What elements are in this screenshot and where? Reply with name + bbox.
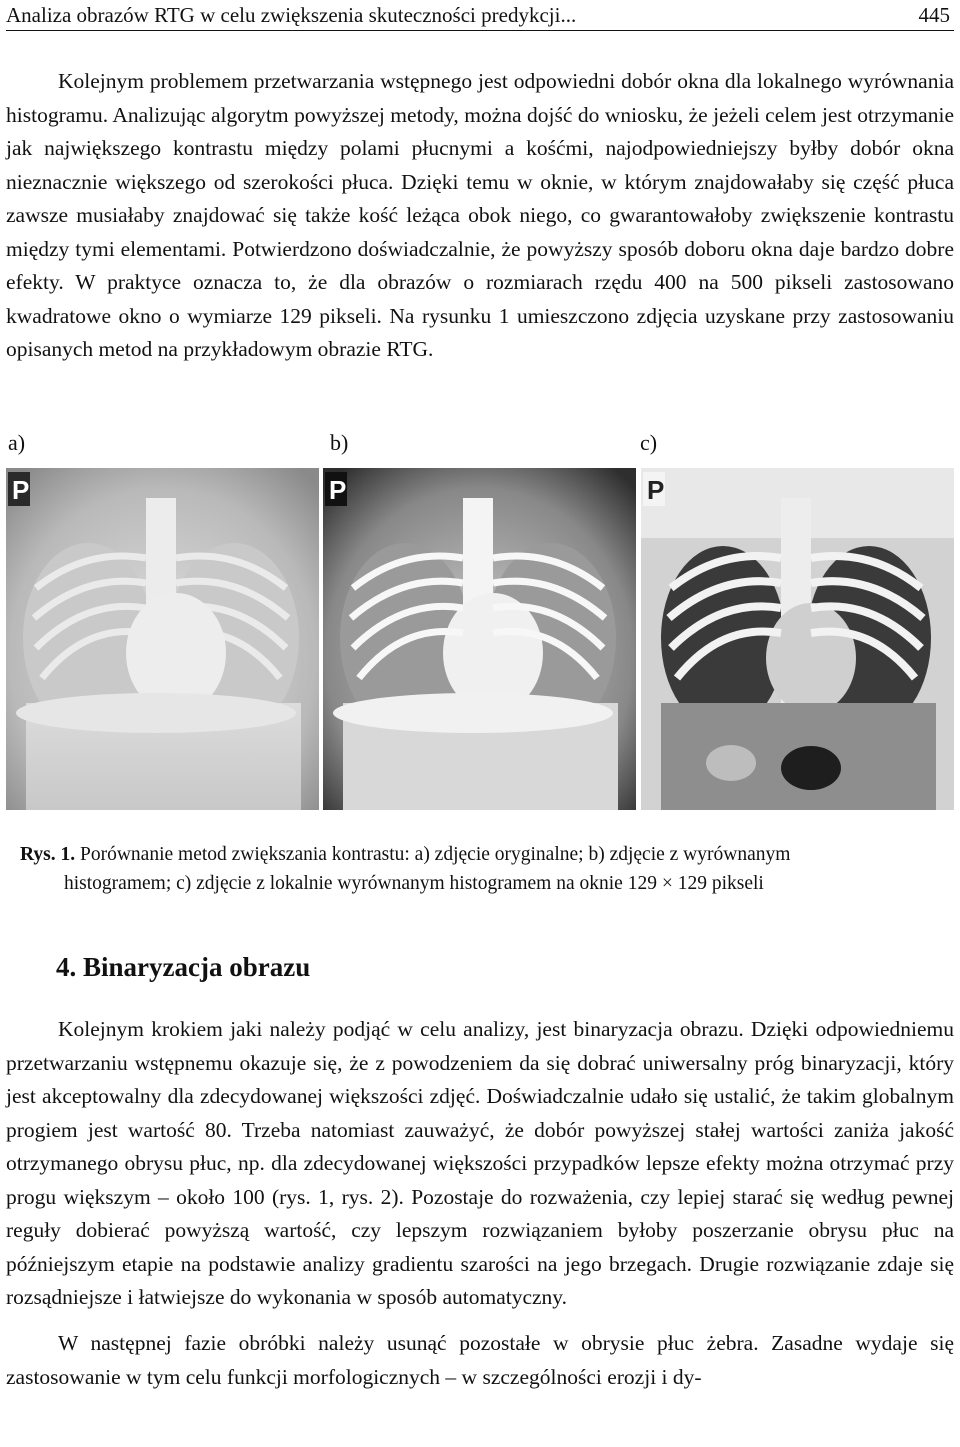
xray-local-equalized-image <box>641 468 954 810</box>
panel-label-a: a) <box>8 430 26 455</box>
svg-text:P: P <box>647 475 665 505</box>
paragraph-window-selection: Kolejnym problemem przetwarzania wstępnego jest odpowiedni dobór okna dla lokalnego wyrównania histogramu. Analizując algorytm powyższej metody, można dojść do wniosku, że jeżeli celem jest otrzymanie jak największego kontrastu między polami płucnymi a kośćmi, najodpowiedniejszy byłby dobór okna nieznacznie większego od szerokości płuca. Dzięki temu w oknie, w którym znajdowałaby się część płuca zawsze musiałaby znajdować się także kość leżąca obok niego, co gwarantowałoby zwiększenie kontrastu między tymi elementami. Potwierdzono doświadczalnie, że powyższy sposób doboru okna daje bardzo dobre efekty. W praktyce oznacza to, że dla obrazów o rozmiarach rzędu 400 na 500 pikseli zastosowano kwadratowe okno o wymiarze 129 pikseli. Na rysunku 1 umieszczono zdjęcia uzyskane przy zastosowaniu opisanych metod na przykładowym obrazie RTG. <box>6 69 954 361</box>
xray-equalized-image <box>323 468 636 810</box>
panel-label-b: b) <box>330 430 349 455</box>
running-header <box>6 0 954 31</box>
section-heading: 4. Binaryzacja obrazu <box>56 952 311 982</box>
figure-caption <box>20 840 945 898</box>
page-number: 445 <box>918 3 950 27</box>
xray-original-image <box>6 468 319 810</box>
caption-line-1: Porównanie metod zwiększania kontrastu: a) zdjęcie oryginalne; b) zdjęcie z wyrównanym <box>80 844 791 865</box>
running-title: Analiza obrazów RTG w celu zwiększenia skuteczności predykcji... <box>6 3 577 27</box>
svg-text:P: P <box>12 475 30 505</box>
panel-label-c: c) <box>640 430 658 455</box>
paragraph-binarization: Kolejnym krokiem jaki należy podjąć w celu analizy, jest binaryzacja obrazu. Dzięki odpowiedniemu przetwarzaniu wstępnemu okazuje się, że z powodzeniem da się dobrać uniwersalny próg binaryzacji, który jest akceptowalny dla zdecydowanej większości zdjęć. Doświadczalnie udało się ustalić, że takim globalnym progiem jest wartość 80. Trzeba natomiast zauważyć, że dobór powyższej stałej wartości zaniża jakość otrzymanego obrysu płuc, np. dla zdecydowanej większości przypadków lepsze efekty można otrzymać przy progu większym – około 100 (rys. 1, rys. 2). Pozostaje do rozważenia, czy lepiej starać się według pewnej reguły dobierać powyższą wartość, czy lepszym rozwiązaniem byłoby poszerzanie obrysu płuc na późniejszym etapie na podstawie analizy gradientu szarości na jego brzegach. Drugie rozwiązanie zdaje się rozsądniejsze i łatwiejsze do wykonania w sposób automatyczny. <box>6 1017 954 1309</box>
caption-line-2: histogramem; c) zdjęcie z lokalnie wyrównanym histogramem na oknie 129 × 129 pikseli <box>64 873 764 894</box>
svg-text:P: P <box>329 475 347 505</box>
caption-label: Rys. 1. <box>20 844 76 865</box>
paragraph-next-phase: W następnej fazie obróbki należy usunąć pozostałe w obrysie płuc żebra. Zasadne wydaje się zastosowanie w tym celu funkcji morfologicznych – w szczególności erozji i dy- <box>6 1331 954 1389</box>
